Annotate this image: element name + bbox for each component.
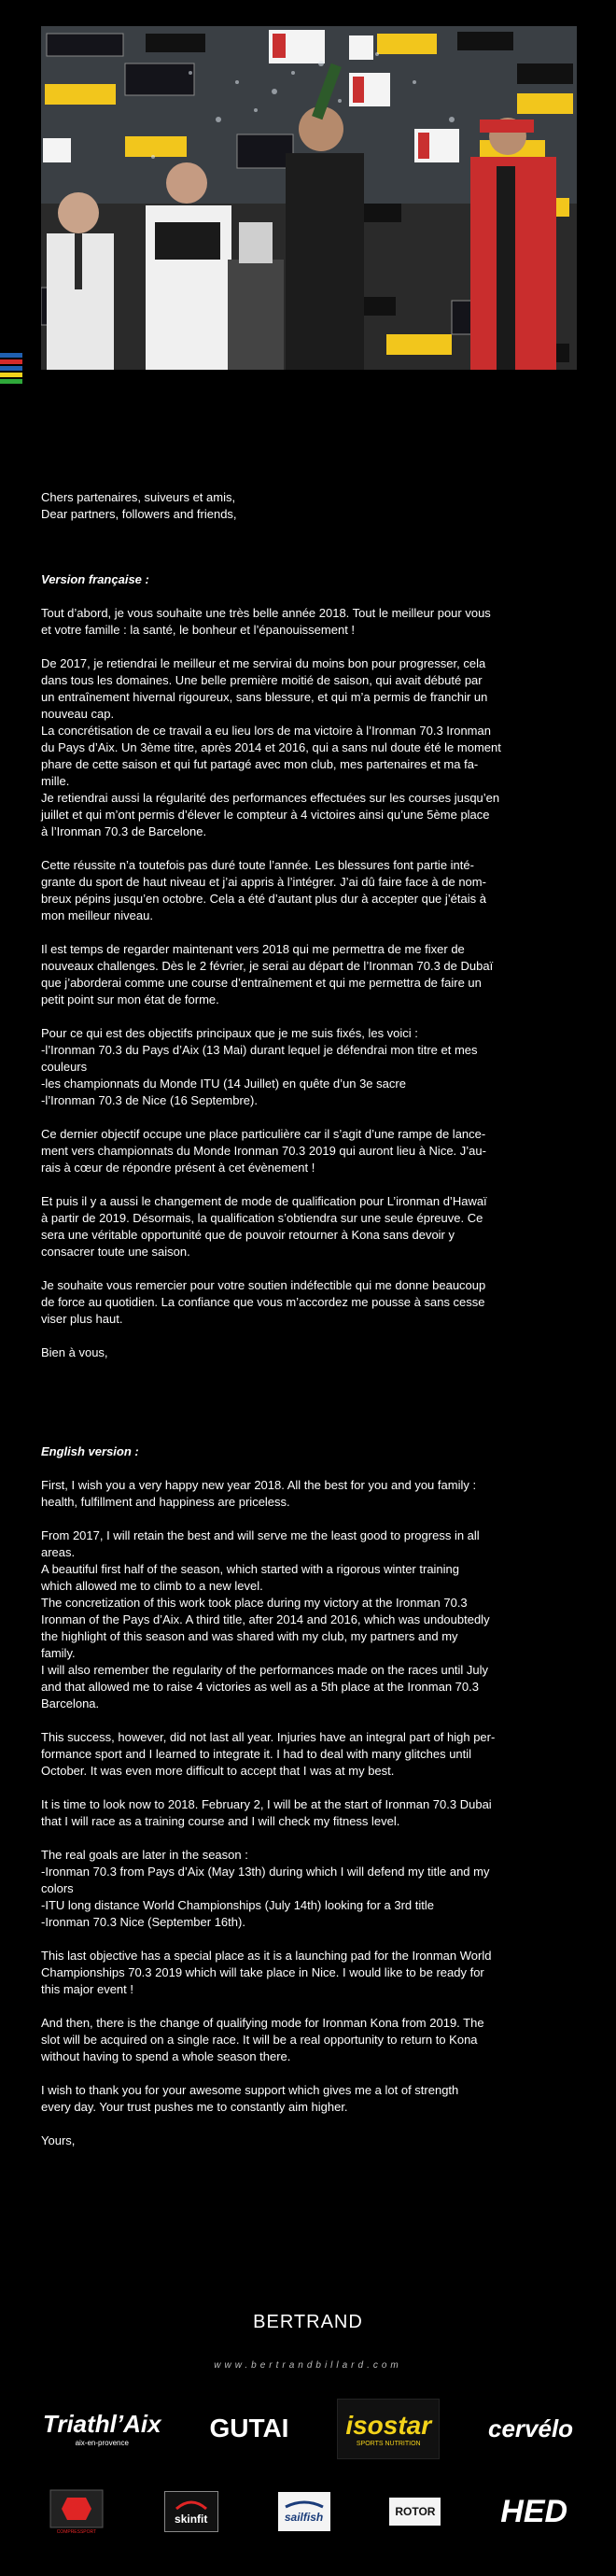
sponsor-compressport[interactable] xyxy=(49,2488,105,2535)
en-paragraph: It is time to look now to 2018. February 2, I will be at the start of Ironman 70.3 Dubai that I will race as a training course and I will check my fitness level. xyxy=(41,1797,492,1828)
en-paragraph: And then, there is the change of qualifying mode for Ironman Kona from 2019. The slot will be acquired on a single race. It will be a real opportunity to return to Kona without having to spend a whole season there. xyxy=(41,2016,484,2063)
sponsor-gutai[interactable] xyxy=(209,2414,288,2443)
greeting-en: Dear partners, followers and friends, xyxy=(41,507,237,521)
en-paragraph: This success, however, did not last all year. Injuries have an integral part of high per- formance sport and I learned to integrate it. I had to deal with many glitches until October. It was even more difficult to accept that I was at my best. xyxy=(41,1730,496,1778)
en-closing: Yours, xyxy=(41,2133,76,2147)
sponsor-rotor-name: ROTOR xyxy=(395,2505,436,2518)
french-version-heading: Version française : xyxy=(41,572,149,586)
fr-paragraph: Cette réussite n’a toutefois pas duré toute l’année. Les blessures font partie inté- grante du sport de haut niveau et j’ai appris à l’intégrer. J’ai dû faire face à de nom- breux pépins jusqu’en octobre. Cela a été d’autant plus dur à accepter que j’étais à mon meilleur niveau. xyxy=(41,858,486,922)
compressport-icon xyxy=(49,2488,105,2529)
fr-paragraph: Je souhaite vous remercier pour votre soutien indéfectible qui me donne beaucoup de force au quotidien. La confiance que vous m’accordez me pousse à sans cesse viser plus haut. xyxy=(41,1278,486,1326)
trophy-table xyxy=(228,260,284,370)
sponsor-rotor[interactable] xyxy=(389,2498,441,2526)
hero-photo xyxy=(41,26,577,370)
en-paragraph: From 2017, I will retain the best and will serve me the least good to progress in all areas. A beautiful first half of the season, which started with a rigorous winter training which allowed me to climb to a new level. The concretization of this work took place during my victory at the Ironman 70.3 Ironman of the Pays d’Aix. A third title, after 2014 and 2016, which was undoubtedly the highlight of this season and was shared with my club, my partners and my family. I will also remember the regularity of the performances made on the races until July and that allowed me to raise 4 victories as well as a 5th place at the Ironman 70.3 Barcelona. xyxy=(41,1528,490,1710)
sponsors-row-2 xyxy=(19,2479,597,2544)
sponsor-skinfit-name: skinfit xyxy=(175,2513,208,2526)
flag-stripe-yellow xyxy=(0,373,22,377)
skinfit-icon xyxy=(173,2498,210,2513)
fr-paragraph: Ce dernier objectif occupe une place particulière car il s’agit d’une rampe de lance- ment vers championnats du Monde Ironman 70.3 2019 qui auront lieu à Nice. J’au- rais à cœur de répondre présent à cet évènement ! xyxy=(41,1127,486,1175)
signature-logo: BERTRAND xyxy=(253,2312,363,2332)
fr-closing: Bien à vous, xyxy=(41,1345,108,1359)
sponsor-compressport-name: COMPRESSPORT xyxy=(56,2529,97,2535)
sponsor-hed[interactable] xyxy=(500,2494,567,2530)
website-link[interactable]: www.bertrandbillard.com xyxy=(214,2360,402,2371)
sponsor-isostar[interactable] xyxy=(337,2399,440,2459)
greeting-fr: Chers partenaires, suiveurs et amis, xyxy=(41,490,236,504)
sponsor-hed-name: HED xyxy=(500,2493,568,2529)
letter-body xyxy=(41,489,575,2166)
sponsor-triathlaix-name: Triathl’Aix xyxy=(42,2410,161,2438)
flag-stripes xyxy=(0,353,22,386)
sponsor-sailfish-name: sailfish xyxy=(284,2511,324,2524)
trophy-icon xyxy=(239,222,273,263)
sponsor-sailfish[interactable] xyxy=(278,2492,330,2531)
fr-paragraph: Pour ce qui est des objectifs principaux que je me suis fixés, les voici : -l’Ironman 70.3 du Pays d’Aix (13 Mai) durant lequel je défendrai mon titre et mes couleurs -les championnats du Monde ITU (14 Juillet) en quête d’un 3e sacre -l’Ironman 70.3 de Nice (16 Septembre). xyxy=(41,1026,478,1107)
sponsor-triathlaix[interactable] xyxy=(43,2410,161,2447)
en-paragraph: First, I wish you a very happy new year 2018. All the best for you and you family : health, fulfillment and happiness are priceless. xyxy=(41,1478,477,1509)
fr-paragraph: Tout d’abord, je vous souhaite une très belle année 2018. Tout le meilleur pour vous et votre famille : la santé, le bonheur et l’épanouissement ! xyxy=(41,606,491,637)
sailfish-icon xyxy=(284,2499,325,2511)
podium-illustration xyxy=(41,26,577,370)
sponsor-cervelo-name: cervélo xyxy=(487,2414,574,2442)
fr-paragraph: De 2017, je retiendrai le meilleur et me servirai du moins bon pour progresser, cela dans tous les domaines. Une belle première moitié de saison, qui avait débuté par un entraînement hivernal rigoureux, sans blessure, et qui m’a permis de franchir un nouveau cap. La concrétisation de ce travail a eu lieu lors de ma victoire à l’Ironman 70.3 Ironman du Pays d’Aix. Un 3ème titre, après 2014 et 2016, qui a sans nul doute été le moment phare de cette saison et qui fut partagé avec mon club, mes partenaires et ma fa- mille. Je retiendrai aussi la régularité des performances effectuées sur les courses jusqu’en juillet et qui m’ont permis d’élever le compteur à 4 victoires ainsi qu’une 5ème place à l’Ironman 70.3 de Barcelone. xyxy=(41,656,501,838)
sponsor-isostar-tagline: SPORTS NUTRITION xyxy=(356,2440,421,2447)
flag-stripe-green xyxy=(0,379,22,384)
greeting xyxy=(41,489,575,523)
en-paragraph: This last objective has a special place as it is a launching pad for the Ironman World Championships 70.3 2019 which will take place in Nice. I would like to be ready for this major event ! xyxy=(41,1949,492,1996)
english-version-heading: English version : xyxy=(41,1444,139,1458)
fr-paragraph: Et puis il y a aussi le changement de mode de qualification pour L’ironman d’Hawaï à partir de 2019. Désormais, la qualification s’obtiendra sur une seule épreuve. Ce sera une véritable opportunité que de pouvoir retourner à Kona sans devoir y consacrer toute une saison. xyxy=(41,1194,487,1259)
sponsor-isostar-name: isostar xyxy=(345,2410,432,2440)
sponsor-skinfit[interactable] xyxy=(164,2491,218,2532)
sponsors-row-1 xyxy=(19,2388,597,2469)
sponsor-gutai-name: GUTAI xyxy=(209,2414,289,2442)
en-paragraph: I wish to thank you for your awesome support which gives me a lot of strength every day. Your trust pushes me to constantly aim higher. xyxy=(41,2083,459,2114)
sponsor-triathlaix-subtitle: aix-en-provence xyxy=(75,2439,129,2447)
sponsor-cervelo[interactable] xyxy=(488,2414,573,2443)
flag-stripe-blue xyxy=(0,353,22,358)
flag-stripe-red xyxy=(0,359,22,364)
fr-paragraph: Il est temps de regarder maintenant vers 2018 qui me permettra de me fixer de nouveaux challenges. Dès le 2 février, je serai au départ de l’Ironman 70.3 de Dubaï que j’aborderai comme une course d’entraînement et qui me permettra de faire un petit point sur mon état de forme. xyxy=(41,942,494,1006)
en-paragraph: The real goals are later in the season : -Ironman 70.3 from Pays d’Aix (May 13th) during which I will defend my title and my colors -ITU long distance World Championships (July 14th) looking for a 3rd title -Ironman 70.3 Nice (September 16th). xyxy=(41,1848,490,1929)
flag-stripe-blue xyxy=(0,366,22,371)
